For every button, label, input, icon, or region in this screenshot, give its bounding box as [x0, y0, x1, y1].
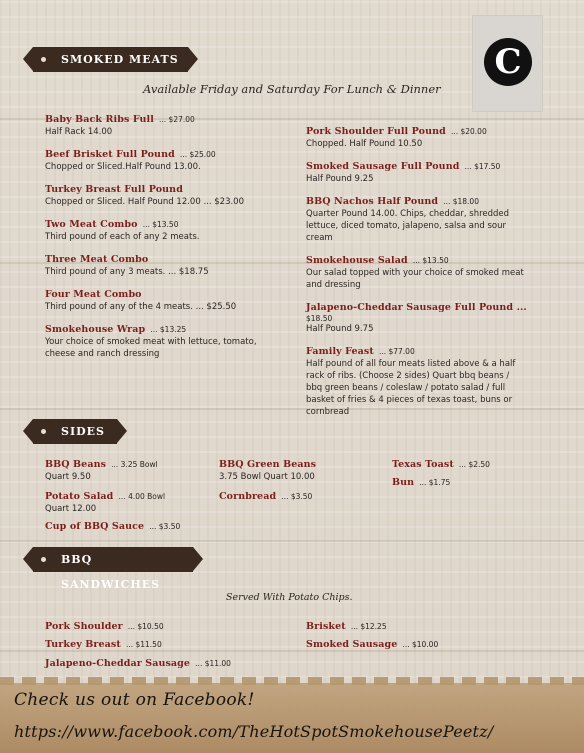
item-name: BBQ Green Beans — [219, 459, 317, 470]
item-name: Pork Shoulder Full Pound — [306, 126, 446, 137]
menu-item — [306, 632, 438, 651]
menu-item — [45, 651, 231, 670]
item-price: ... $13.50 — [142, 220, 179, 229]
item-description: 3.75 Bowl Quart 10.00 — [219, 472, 315, 482]
item-name: Smoked Sausage Full Pound — [306, 161, 460, 172]
item-name: BBQ Beans — [45, 459, 107, 470]
menu-item — [306, 189, 528, 244]
menu-item — [45, 177, 280, 208]
item-price: ... $77.00 — [378, 347, 415, 356]
menu-item — [392, 470, 542, 489]
menu-item — [45, 247, 280, 278]
plank-seam — [0, 540, 584, 542]
menu-item — [45, 212, 280, 243]
item-description: Chopped. Half Pound 10.50 — [306, 139, 423, 149]
item-name: Jalapeno-Cheddar Sausage — [45, 658, 191, 669]
item-description: Half pound of all four meats listed above & a half rack of ribs. (Choose 2 sides) Quart bbq beans / bbq green beans / coleslaw / potato salad / full basket of fries & 4 pieces of texas toast, buns or cornbread — [306, 359, 516, 417]
menu-item — [45, 107, 280, 138]
item-price: ... $13.50 — [412, 256, 449, 265]
item-name: Texas Toast — [392, 459, 454, 470]
item-name: Potato Salad — [45, 491, 114, 502]
item-price: ... $17.50 — [464, 162, 501, 171]
item-name: Baby Back Ribs Full — [45, 114, 154, 125]
section-banner-smoked-meats — [33, 47, 188, 72]
item-description: Quart 12.00 — [45, 504, 97, 514]
menu-item — [45, 452, 205, 483]
item-price: ... $3.50 — [149, 522, 181, 531]
menu-item — [306, 295, 528, 335]
item-name: Cup of BBQ Sauce — [45, 521, 145, 532]
item-price: ... $12.25 — [350, 622, 387, 631]
item-description: Chopped or Sliced.Half Pound 13.00. — [45, 162, 201, 172]
item-price: ... $11.50 — [125, 640, 162, 649]
item-price: ... $10.50 — [127, 622, 164, 631]
item-description: Half Rack 14.00 — [45, 127, 113, 137]
item-description: Quarter Pound 14.00. Chips, cheddar, shredded lettuce, diced tomato, jalapeno, salsa and sour cream — [306, 209, 510, 243]
item-description: Our salad topped with your choice of smoked meat and dressing — [306, 268, 524, 290]
item-name: Family Feast — [306, 346, 374, 357]
item-name: Two Meat Combo — [45, 219, 138, 230]
menu-item — [45, 514, 205, 533]
item-name: Three Meat Combo — [45, 254, 149, 265]
item-name: Turkey Breast — [45, 639, 121, 650]
item-name: Cornbread — [219, 491, 277, 502]
item-price: ... $25.00 — [179, 150, 216, 159]
facebook-link[interactable]: https://www.facebook.com/TheHotSpotSmokehousePeetz/ — [14, 722, 494, 741]
item-price: ... 4.00 Bowl — [118, 492, 166, 501]
item-description: Half Pound 9.25 — [306, 174, 374, 184]
item-description: Quart 9.50 — [45, 472, 91, 482]
item-description: Your choice of smoked meat with lettuce, tomato, cheese and ranch dressing — [45, 337, 257, 359]
item-price: ... $11.00 — [195, 659, 231, 668]
banner-label: SIDES — [61, 425, 105, 438]
item-price: ... $13.25 — [150, 325, 187, 334]
pig-logo-icon: C — [484, 38, 532, 86]
item-price: $18.50 — [306, 314, 333, 323]
banner-label: BBQ SANDWICHES — [61, 553, 161, 591]
item-price: ... $10.00 — [402, 640, 439, 649]
item-price: ... $27.00 — [159, 115, 195, 124]
item-description: Third pound of each of any 2 meats. — [45, 232, 200, 242]
item-name: Pork Shoulder — [45, 621, 123, 632]
menu-item — [306, 119, 528, 150]
item-name: Turkey Breast Full Pound — [45, 184, 183, 195]
item-name: Smoked Sausage — [306, 639, 398, 650]
menu-item — [45, 282, 280, 313]
menu-item — [392, 452, 542, 471]
banner-label: SMOKED MEATS — [61, 53, 179, 66]
item-name: BBQ Nachos Half Pound — [306, 196, 439, 207]
item-description: Third pound of any 3 meats. ... $18.75 — [45, 267, 209, 277]
item-price: ... $1.75 — [419, 478, 451, 487]
item-name: Jalapeno-Cheddar Sausage Full Pound ... — [306, 302, 527, 313]
meats-right-column — [306, 119, 528, 422]
item-price: ... $18.00 — [443, 197, 479, 206]
section-banner-bbq-sandwiches — [33, 547, 193, 591]
item-name: Brisket — [306, 621, 346, 632]
item-price: ... $20.00 — [450, 127, 487, 136]
menu-item — [306, 339, 528, 418]
meats-left-column — [45, 107, 280, 364]
item-name: Beef Brisket Full Pound — [45, 149, 175, 160]
menu-item — [45, 484, 205, 515]
item-price: ... $2.50 — [458, 460, 490, 469]
item-price: ... 3.25 Bowl — [111, 460, 158, 469]
menu-item — [45, 632, 162, 651]
menu-item — [45, 317, 280, 360]
facebook-heading: Check us out on Facebook! — [14, 690, 255, 710]
menu-item — [306, 248, 528, 291]
menu-item — [45, 142, 280, 173]
item-description: Third pound of any of the 4 meats. ... $25.50 — [45, 302, 237, 312]
item-name: Four Meat Combo — [45, 289, 142, 300]
menu-item — [306, 614, 387, 633]
item-description: Half Pound 9.75 — [306, 324, 374, 334]
menu-item — [219, 484, 379, 503]
item-name: Smokehouse Salad — [306, 255, 408, 266]
sandwich-note: Served With Potato Chips. — [226, 592, 353, 603]
menu-item — [45, 614, 164, 633]
menu-item — [306, 154, 528, 185]
item-name: Bun — [392, 477, 415, 488]
item-name: Smokehouse Wrap — [45, 324, 146, 335]
section-banner-sides — [33, 419, 117, 444]
item-description: Chopped or Sliced. Half Pound 12.00 ... $23.00 — [45, 197, 244, 207]
menu-item — [219, 452, 379, 483]
availability-note: Available Friday and Saturday For Lunch & Dinner — [143, 82, 441, 96]
restaurant-logo — [472, 15, 543, 112]
item-price: ... $3.50 — [281, 492, 313, 501]
